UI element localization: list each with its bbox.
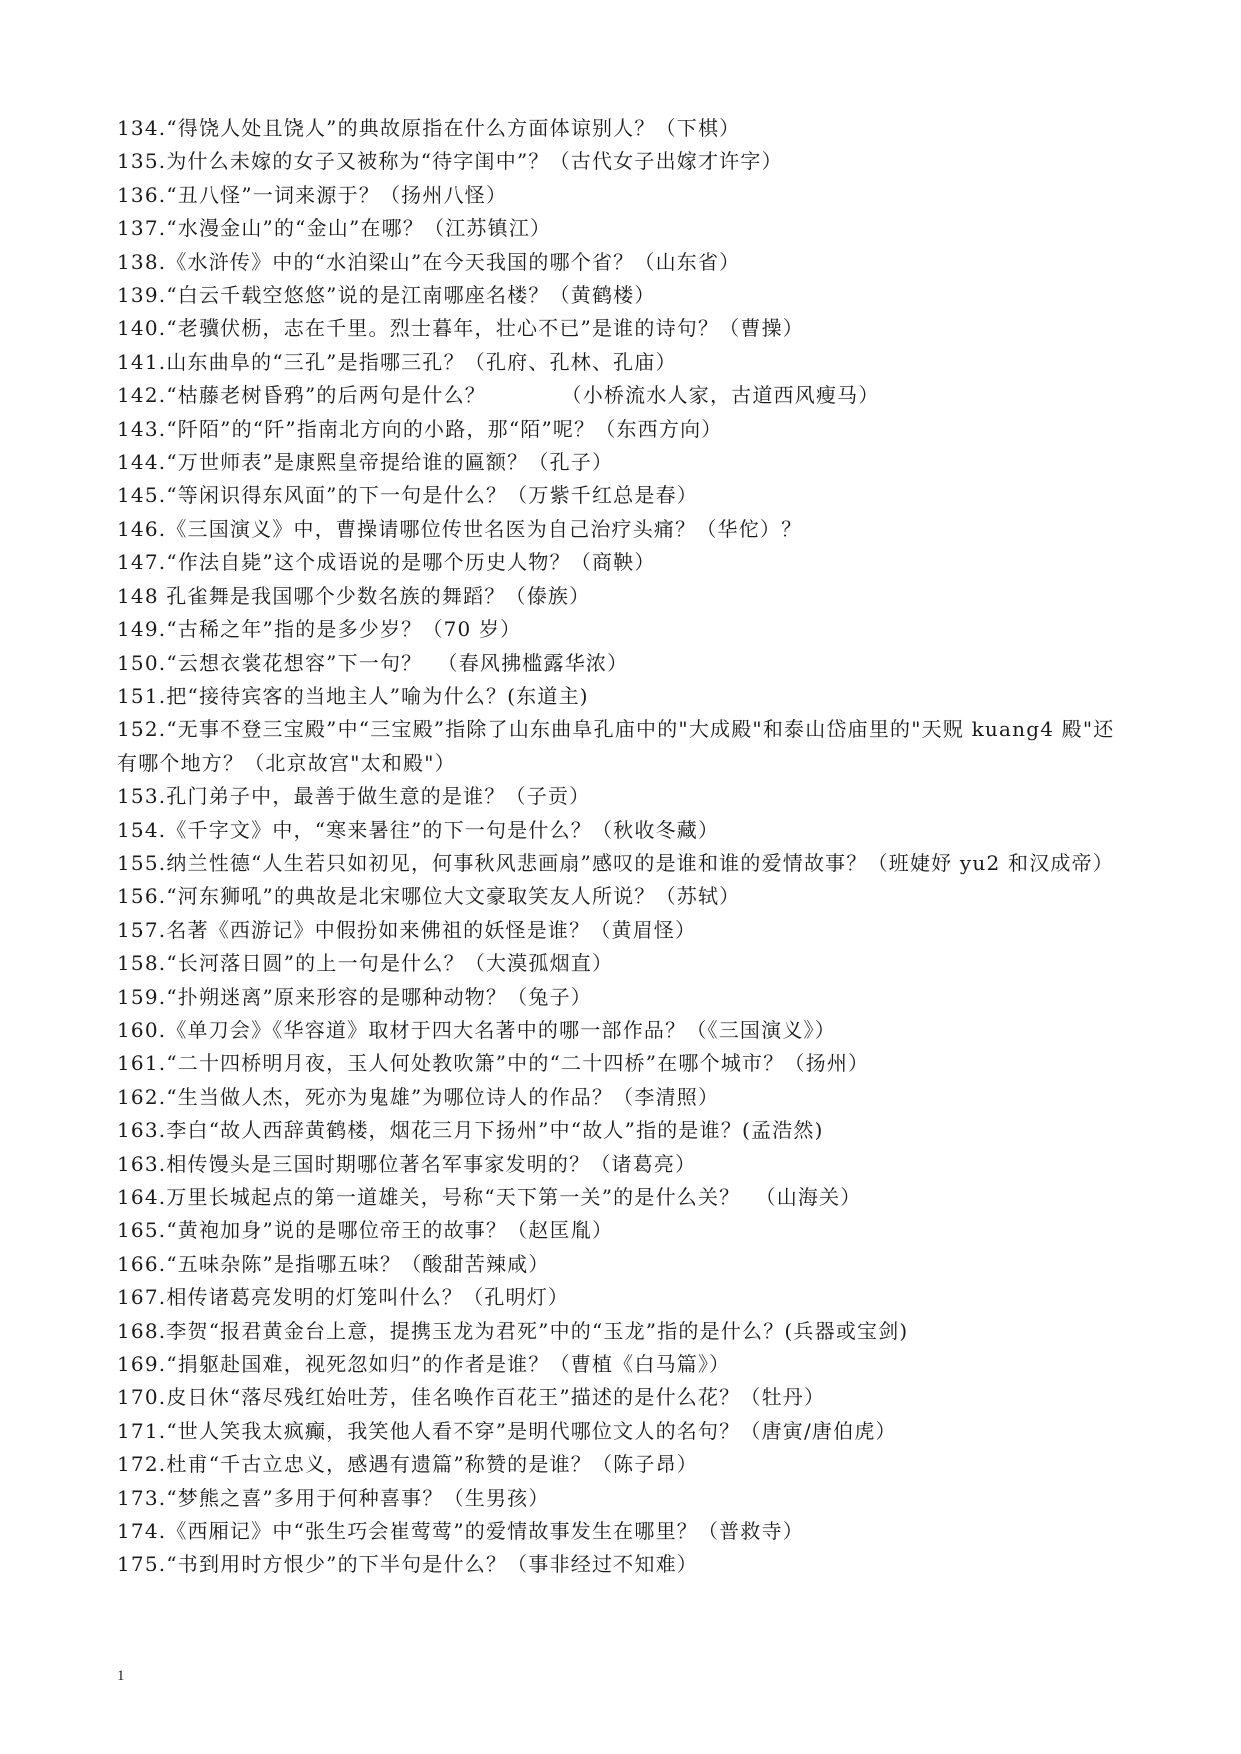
qa-line-150: 150.“云想衣裳花想容”下一句？ （春风拂槛露华浓） [117,650,629,675]
qa-line-169: 169.“捐躯赴国难，视死忽如归”的作者是谁？（曹植《白马篇》） [117,1352,731,1377]
qa-line-170: 170.皮日休“落尽残红始吐芳，佳名唤作百花王”描述的是什么花？（牡丹） [117,1385,826,1410]
qa-line-142: 142.“枯藤老树昏鸦”的后两句是什么？ （小桥流水人家，古道西风瘦马） [117,383,880,408]
qa-line-147: 147.“作法自毙”这个成语说的是哪个历史人物？（商鞅） [117,550,656,575]
qa-line-137: 137.“水漫金山”的“金山”在哪？（江苏镇江） [117,216,552,241]
qa-line-164: 164.万里长城起点的第一道雄关，号称“天下第一关”的是什么关？ （山海关） [117,1185,862,1209]
qa-line-156: 156.“河东狮吼”的典故是北宋哪位大文豪取笑友人所说？（苏轼） [117,884,741,909]
qa-line-173: 173.“梦熊之喜”多用于何种喜事？（生男孩） [117,1485,550,1510]
qa-line-155: 155.纳兰性德“人生若只如初见，何事秋风悲画扇”感叹的是谁和谁的爱情故事？（班婕妤 yu2 和汉成帝） [117,850,1114,875]
qa-line-149: 149.“古稀之年”指的是多少岁？（70 岁） [117,617,522,642]
qa-list [117,112,1127,1582]
qa-line-136: 136.“丑八怪”一词来源于？（扬州八怪） [117,182,508,207]
qa-line-157: 157.名著《西游记》中假扮如来佛祖的妖怪是谁？（黄眉怪） [117,917,697,942]
qa-line-138: 138.《水浒传》中的“水泊梁山”在今天我国的哪个省？（山东省） [117,249,741,274]
qa-line-158: 158.“长河落日圆”的上一句是什么？（大漠孤烟直） [117,951,614,976]
qa-line-160: 160.《单刀会》《华容道》取材于四大名著中的哪一部作品？（《三国演义》） [117,1017,836,1042]
qa-line-141: 141.山东曲阜的“三孔”是指哪三孔？（孔府、孔林、孔庙） [117,349,677,374]
page-number: 1 [117,1668,125,1684]
qa-line-163a: 163.李白“故人西辞黄鹤楼，烟花三月下扬州”中“故人”指的是谁？(孟浩然) [117,1118,824,1143]
qa-line-154: 154.《千字文》中，“寒来暑往”的下一句是什么？（秋收冬藏） [117,817,720,842]
qa-line-151: 151.把“接待宾客的当地主人”喻为什么？(东道主) [117,683,589,708]
qa-line-153: 153.孔门弟子中，最善于做生意的是谁？（子贡） [117,784,591,809]
qa-line-148: 148 孔雀舞是我国哪个少数名族的舞蹈？（傣族） [117,583,591,608]
qa-line-144: 144.“万世师表”是康熙皇帝提给谁的匾额？（孔子） [117,450,614,475]
qa-line-145: 145.“等闲识得东风面”的下一句是什么？（万紫千红总是春） [117,483,698,508]
qa-line-139: 139.“白云千载空悠悠”说的是江南哪座名楼？（黄鹤楼） [117,283,656,308]
qa-line-166: 166.“五味杂陈”是指哪五味？（酸甜苦辣咸） [117,1251,550,1276]
qa-line-175: 175.“书到用时方恨少”的下半句是什么？（事非经过不知难） [117,1552,698,1577]
qa-line-163b: 163.相传馒头是三国时期哪位著名军事家发明的？（诸葛亮） [117,1151,697,1176]
qa-line-162: 162.“生当做人杰，死亦为鬼雄”为哪位诗人的作品？（李清照） [117,1084,720,1109]
qa-line-159: 159.“扑朔迷离”原来形容的是哪种动物？（兔子） [117,984,592,1009]
qa-line-135: 135.为什么未嫁的女子又被称为“待字闺中”？（古代女子出嫁才许字） [117,149,783,174]
qa-line-146: 146.《三国演义》中，曹操请哪位传世名医为自己治疗头痛？（华佗）？ [117,516,803,541]
qa-line-174: 174.《西厢记》中“张生巧会崔莺莺”的爱情故事发生在哪里？（普救寺） [117,1519,804,1544]
qa-line-165: 165.“黄袍加身”说的是哪位帝王的故事？（赵匡胤） [117,1218,614,1243]
qa-line-140: 140.“老骥伏枥，志在千里。烈士暮年，壮心不已”是谁的诗句？（曹操） [117,316,804,341]
qa-line-172: 172.杜甫“千古立忠义，感遇有遗篇”称赞的是谁？（陈子昂） [117,1452,698,1477]
qa-line-171: 171.“世人笑我太疯癫，我笑他人看不穿”是明代哪位文人的名句？（唐寅/唐伯虎） [117,1418,897,1443]
qa-line-168: 168.李贺“报君黄金台上意，提携玉龙为君死”中的“玉龙”指的是什么？(兵器或宝剑) [117,1318,909,1343]
qa-line-167: 167.相传诸葛亮发明的灯笼叫什么？（孔明灯） [117,1285,570,1310]
qa-line-143: 143.“阡陌”的“阡”指南北方向的小路，那“陌”呢？（东西方向） [117,416,723,441]
qa-line-152: 152.“无事不登三宝殿”中“三宝殿”指除了山东曲阜孔庙中的"大成殿"和泰山岱庙里的"天贶 kuang4 殿"还有哪个地方？（北京故宫"太和殿"） [117,717,1115,775]
qa-line-161: 161.“二十四桥明月夜，玉人何处教吹箫”中的“二十四桥”在哪个城市？（扬州） [117,1051,870,1076]
qa-line-134: 134.“得饶人处且饶人”的典故原指在什么方面体谅别人？（下棋） [117,116,741,140]
document-page [117,112,1127,1582]
